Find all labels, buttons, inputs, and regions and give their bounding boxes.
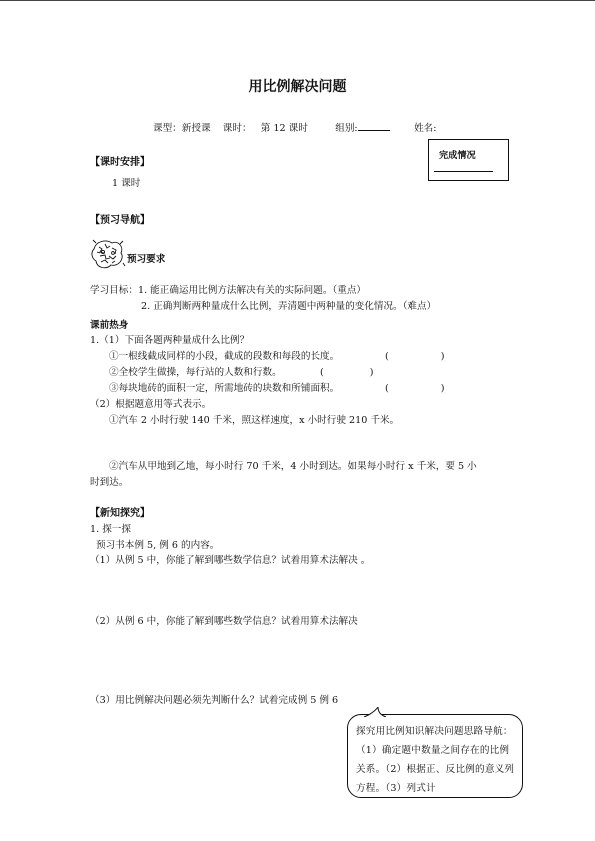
lesson-meta [153, 121, 437, 135]
preview-requirement-label: 预习要求 [127, 254, 166, 265]
paren-open: ( [385, 351, 389, 362]
period-value: 第 12 课时 [260, 123, 308, 134]
completion-status-box [428, 139, 509, 181]
paren-open: ( [385, 383, 389, 394]
learning-goal-1: 学习目标：1. 能正确运用比例方法解决有关的实际问题。（重点） [90, 285, 367, 296]
paren-close: ) [440, 351, 445, 362]
period-label: 课时： [222, 123, 252, 134]
schedule-value: 1 课时 [112, 178, 141, 189]
warmup-q1-b-answer[interactable] [320, 367, 374, 379]
warmup-q2-a: ①汽车 2 小时行驶 140 千米，照这样速度，x 小时行驶 210 千米。 [109, 415, 400, 426]
warmup-q2-b-line1: ②汽车从甲地到乙地，每小时行 70 千米，4 小时到达。如果每小时行 x 千米，要 5 小 [109, 461, 477, 472]
callout-pointer [362, 707, 388, 719]
preview-heading: 【预习导航】 [90, 215, 150, 226]
explore-intro: 预习书本例 5, 例 6 的内容。 [96, 540, 220, 551]
paren-close: ) [440, 383, 445, 394]
explore-q2: （2）从例 6 中，你能了解到哪些数学信息？试着用算术法解决 [90, 616, 358, 627]
warmup-q2-b-line2: 时到达。 [90, 477, 129, 488]
group-blank[interactable] [358, 121, 390, 131]
page-title: 用比例解决问题 [248, 79, 347, 95]
explore-q3: （3）用比例解决问题必须先判断什么？试着完成例 5 例 6 [90, 695, 339, 706]
warmup-q2: （2）根据题意用等式表示。 [90, 399, 212, 410]
explore-heading: 【新知探究】 [90, 508, 150, 519]
learning-goal-2: 2. 正确判断两种量成什么比例，弄清题中两种量的变化情况。（难点） [141, 301, 437, 312]
page-top-border [0, 0, 595, 1]
warmup-q1: 1.（1）下面各题两种量成什么比例？ [90, 335, 250, 346]
explore-item-1: 1. 探一探 [90, 524, 131, 535]
group-label: 组别: [335, 123, 358, 134]
explore-q1: （1）从例 5 中，你能了解到哪些数学信息？试着用算术法解决 。 [90, 555, 371, 566]
callout-text: 探究用比例知识解决问题思路导航：（1）确定题中数量之间存在的比例关系。（2）根据正、反比例的意义列方程。（3）列式计 [356, 726, 515, 794]
schedule-heading: 【课时安排】 [90, 157, 150, 168]
warmup-q1-c: ③每块地砖的面积一定，所需地砖的块数和所铺面积。 [109, 383, 340, 394]
warmup-q1-b: ②全校学生做操，每行站的人数和行数。 [109, 367, 282, 378]
paren-open: ( [320, 367, 324, 378]
warmup-q1-c-answer[interactable] [385, 383, 445, 395]
course-type: 课型：新授课 [153, 123, 211, 134]
paren-close: ) [369, 367, 374, 378]
name-label: 姓名: [414, 123, 437, 134]
warmup-heading: 课前热身 [90, 320, 129, 331]
study-reading-icon [90, 237, 126, 271]
completion-status-label: 完成情况 [439, 150, 476, 161]
warmup-q1-a: ①一根线截成同样的小段，截成的段数和每段的长度。 [109, 351, 340, 362]
warmup-q1-a-answer[interactable] [385, 351, 445, 363]
completion-status-blank[interactable] [434, 171, 493, 172]
